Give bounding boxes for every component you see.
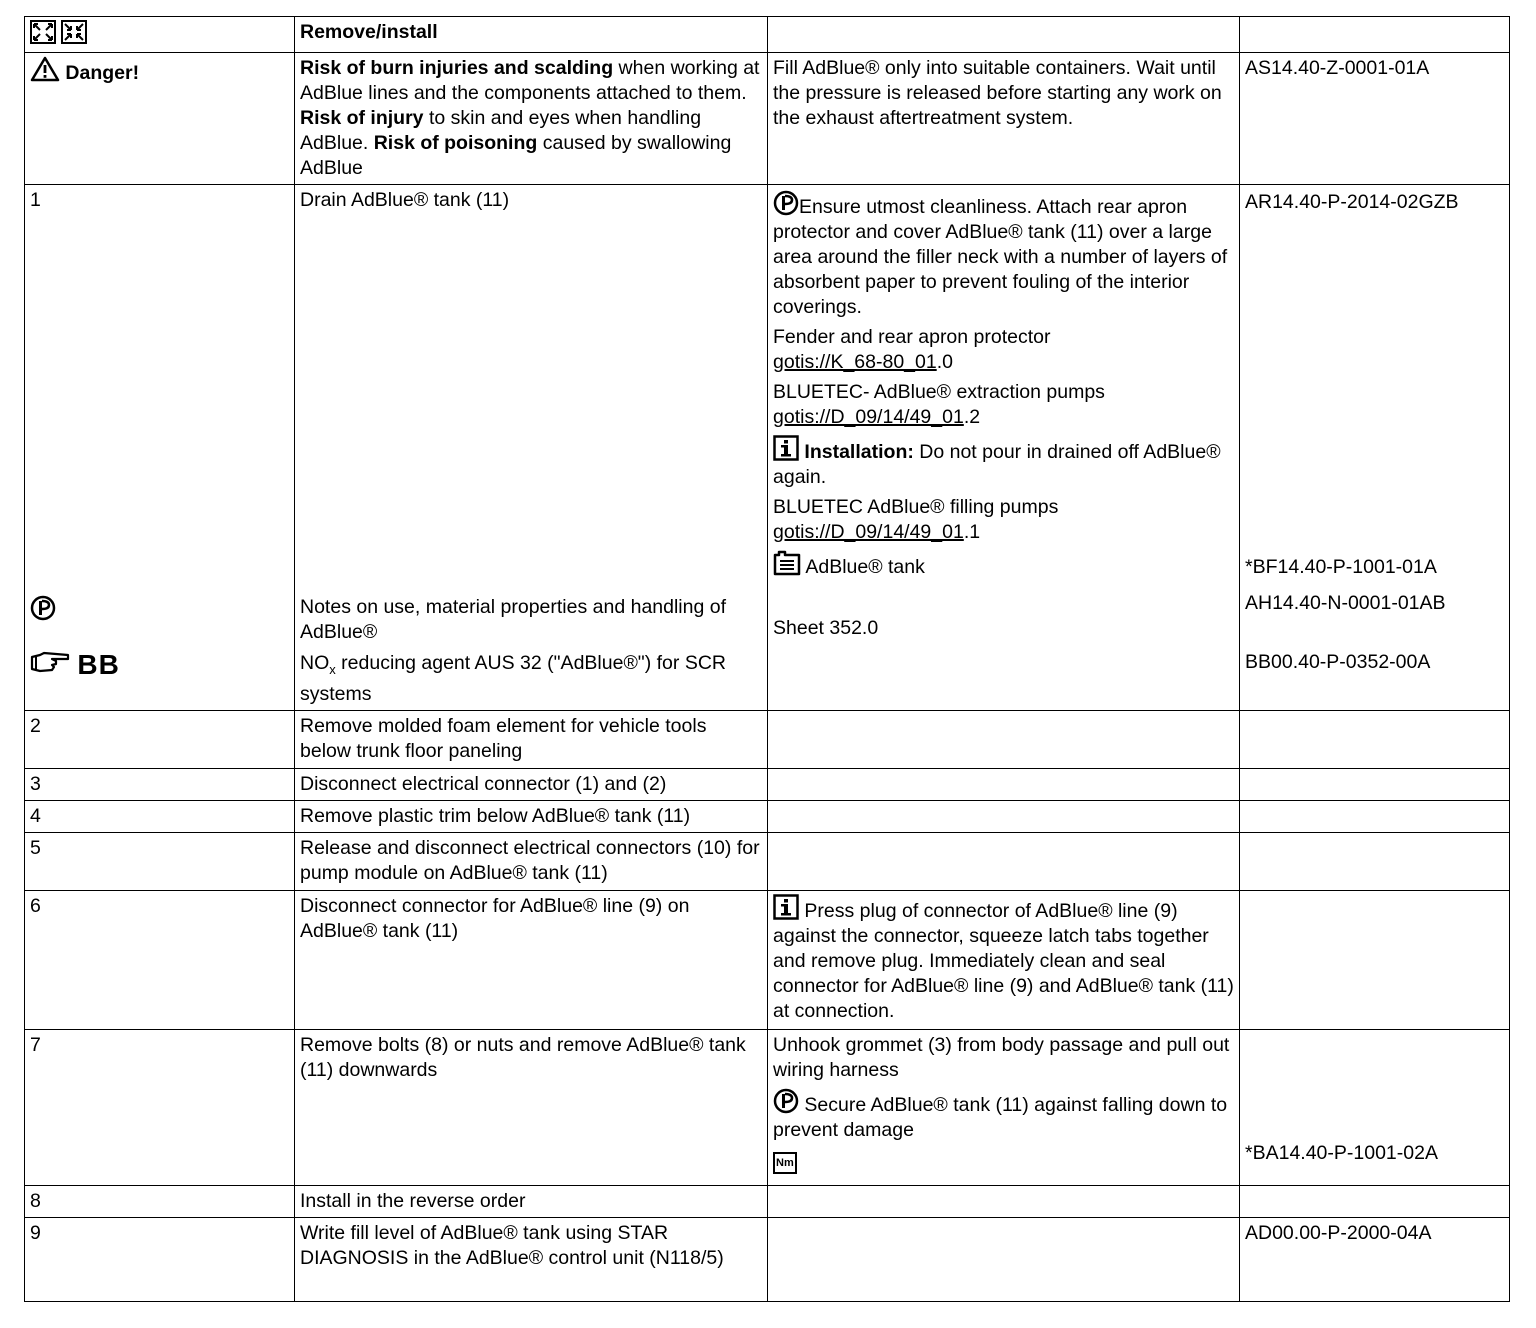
note-icon: [773, 1088, 799, 1114]
step6-empty-4: [1240, 891, 1510, 1030]
step1-install: [773, 435, 1234, 490]
step7-ref-cell: [1240, 1030, 1510, 1186]
step7-ref: *BA14.40-P-1001-02A: [1245, 1142, 1438, 1164]
danger-text: [295, 53, 768, 185]
step4-empty-4: [1240, 801, 1510, 833]
bb-label: BB: [77, 649, 120, 680]
step6-row: [25, 891, 1510, 1030]
step7-torque: [773, 1148, 1234, 1174]
fender-link[interactable]: gotis://K_68-80_01: [773, 351, 937, 373]
danger-row: [25, 53, 1510, 185]
notes-row-text: Notes on use, material properties and handling of AdBlue®: [300, 596, 727, 643]
step3-row: [25, 769, 1510, 801]
step2-empty-3: [768, 711, 1240, 769]
step1-notes-cell: [768, 185, 1240, 711]
extract-suffix: .2: [963, 406, 981, 428]
step7-note2: Secure AdBlue® tank (11) against falling down to prevent damage: [773, 1094, 1228, 1141]
step5-empty-4: [1240, 833, 1510, 891]
step3-empty-4: [1240, 769, 1510, 801]
danger-injury: Risk of injury: [300, 107, 424, 129]
step6-note: Press plug of connector of AdBlue® line (9) against the connector, squeeze latch tabs together and remove plug. Immediately clean and seal connector for AdBlue® line (9) and AdBlue® tank (11) at connection.: [773, 900, 1234, 1022]
step7-note-cell: [768, 1030, 1240, 1186]
step8-empty-3: [768, 1186, 1240, 1218]
note-icon: [773, 190, 799, 216]
filling-text: BLUETEC AdBlue® filling pumps: [773, 496, 1059, 518]
note-icon: [30, 595, 56, 621]
step9-num: 9: [25, 1218, 295, 1302]
bb-row-ref: BB00.40-P-0352-00A: [1245, 651, 1431, 673]
danger-cell: [25, 53, 295, 185]
danger-poison: Risk of poisoning: [373, 132, 538, 154]
danger-ref: AS14.40-Z-0001-01A: [1240, 53, 1510, 185]
step4-action: Remove plastic trim below AdBlue® tank (11): [295, 801, 768, 833]
step9-empty-3: [768, 1218, 1240, 1302]
torque-label: Nm: [776, 1157, 794, 1169]
header-empty-3: [768, 17, 1240, 53]
step7-num: 7: [25, 1030, 295, 1186]
info-icon: [773, 894, 799, 920]
step1-tank: [773, 550, 1234, 580]
tank-label: AdBlue® tank: [805, 556, 925, 578]
extract-link[interactable]: gotis://D_09/14/49_01: [773, 406, 964, 428]
step9-action: Write fill level of AdBlue® tank using STAR DIAGNOSIS in the AdBlue® control unit (N118/5): [295, 1218, 768, 1302]
step8-num: 8: [25, 1186, 295, 1218]
step8-row: [25, 1186, 1510, 1218]
step1-clean-text: Ensure utmost cleanliness. Attach rear apron protector and cover AdBlue® tank (11) over a large area around the filler neck with a number of layers of absorbent paper to prevent fouling of the interior coverings.: [773, 196, 1228, 318]
torque-icon: [773, 1152, 797, 1174]
warning-icon: [30, 56, 60, 82]
danger-injury-text: to skin and eyes when handling AdBlue.: [300, 107, 702, 154]
step1-action: Drain AdBlue® tank (11): [300, 189, 510, 211]
bb-text-post: reducing agent AUS 32 ("AdBlue®") for SCR systems: [300, 652, 726, 705]
filling-suffix: .1: [963, 521, 981, 543]
pointing-hand-icon: [30, 651, 72, 675]
step5-num: 5: [25, 833, 295, 891]
step1-extract: [773, 380, 1234, 430]
remove-icon: [30, 20, 56, 44]
install-icon: [61, 20, 87, 44]
step2-action: Remove molded foam element for vehicle tools below trunk floor paneling: [295, 711, 768, 769]
bb-row-text: [300, 651, 762, 707]
filling-link[interactable]: gotis://D_09/14/49_01: [773, 521, 964, 543]
step3-num: 3: [25, 769, 295, 801]
step1-clean-note: [773, 190, 1234, 320]
danger-note: Fill AdBlue® only into suitable containers. Wait until the pressure is released before starting any work on the exhaust aftertreatment system.: [768, 53, 1240, 185]
step1-num: 1: [30, 189, 41, 211]
step3-action: Disconnect electrical connector (1) and (2): [295, 769, 768, 801]
header-icons-cell: [25, 17, 295, 53]
step3-empty-3: [768, 769, 1240, 801]
step4-num: 4: [25, 801, 295, 833]
header-empty-4: [1240, 17, 1510, 53]
fender-text: Fender and rear apron protector: [773, 326, 1051, 348]
step8-action: Install in the reverse order: [295, 1186, 768, 1218]
danger-poison-text: caused by swallowing AdBlue: [300, 132, 732, 179]
step1-filling: [773, 495, 1234, 545]
step4-row: [25, 801, 1510, 833]
procedure-table: [24, 16, 1510, 1302]
step7-note1: Unhook grommet (3) from body passage and pull out wiring harness: [773, 1034, 1230, 1081]
step4-empty-3: [768, 801, 1240, 833]
fluid-tank-icon: [773, 550, 801, 576]
step1-ref: AR14.40-P-2014-02GZB: [1245, 191, 1459, 213]
step1-num-cell: [25, 185, 295, 711]
extract-text: BLUETEC- AdBlue® extraction pumps: [773, 381, 1105, 403]
danger-burn-text: when working at AdBlue lines and the components attached to them.: [300, 57, 760, 104]
step5-action: Release and disconnect electrical connectors (10) for pump module on AdBlue® tank (11): [295, 833, 768, 891]
fender-suffix: .0: [936, 351, 953, 373]
step1-row: [25, 185, 1510, 711]
bb-sheet: Sheet 352.0: [773, 617, 879, 639]
bb-text-sub: x: [329, 661, 336, 677]
step9-ref: AD00.00-P-2000-04A: [1240, 1218, 1510, 1302]
step5-row: [25, 833, 1510, 891]
step2-empty-4: [1240, 711, 1510, 769]
step1-ref2: *BF14.40-P-1001-01A: [1245, 556, 1437, 578]
notes-row-ref: AH14.40-N-0001-01AB: [1245, 592, 1446, 614]
step6-note-cell: [768, 891, 1240, 1030]
step5-empty-3: [768, 833, 1240, 891]
step7-note2-wrap: [773, 1088, 1234, 1143]
danger-label: Danger!: [65, 62, 140, 84]
step7-action: Remove bolts (8) or nuts and remove AdBlue® tank (11) downwards: [295, 1030, 768, 1186]
step1-ref-cell: [1240, 185, 1510, 711]
info-icon: [773, 435, 799, 461]
step6-num: 6: [25, 891, 295, 1030]
step9-row: [25, 1218, 1510, 1302]
step6-action: Disconnect connector for AdBlue® line (9) on AdBlue® tank (11): [295, 891, 768, 1030]
header-row: [25, 17, 1510, 53]
step2-num: 2: [25, 711, 295, 769]
step1-fender: [773, 325, 1234, 375]
step1-action-cell: [295, 185, 768, 711]
step7-row: [25, 1030, 1510, 1186]
install-text: Do not pour in drained off AdBlue® again.: [773, 441, 1221, 488]
step8-empty-4: [1240, 1186, 1510, 1218]
header-title: Remove/install: [295, 17, 768, 53]
install-bold: Installation:: [804, 441, 914, 463]
bb-text-pre: NO: [300, 652, 330, 674]
step2-row: [25, 711, 1510, 769]
danger-burn: Risk of burn injuries and scalding: [300, 57, 614, 79]
